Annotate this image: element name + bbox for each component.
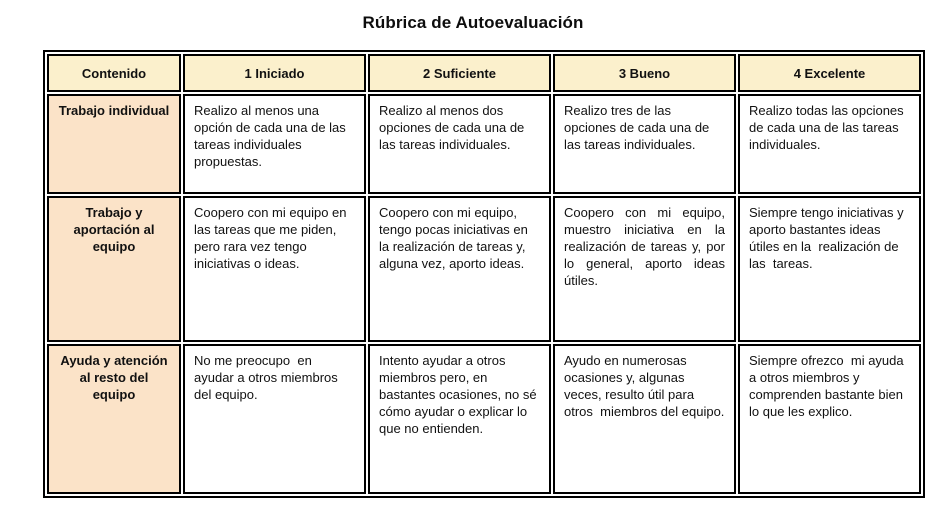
table-row-ayuda-atencion	[47, 344, 921, 494]
cell-trabajo-individual-excelente: Realizo todas las opciones de cada una de las tareas individuales.	[738, 94, 921, 194]
page-title: Rúbrica de Autoevaluación	[362, 13, 584, 32]
cell-trabajo-individual-iniciado: Realizo al menos una opción de cada una de las tareas individuales propuestas.	[183, 94, 366, 194]
cell-ayuda-atencion-iniciado: No me preocupo en ayudar a otros miembros del equipo.	[183, 344, 366, 494]
column-header-iniciado: 1 Iniciado	[183, 54, 366, 92]
column-header-contenido: Contenido	[47, 54, 181, 92]
cell-trabajo-individual-bueno: Realizo tres de las opciones de cada una de las tareas individuales.	[553, 94, 736, 194]
table-header-row	[47, 54, 921, 92]
column-header-excelente: 4 Excelente	[738, 54, 921, 92]
table-row-trabajo-aportacion	[47, 196, 921, 342]
cell-trabajo-aportacion-iniciado: Coopero con mi equipo en las tareas que me piden, pero rara vez tengo iniciativas o ideas.	[183, 196, 366, 342]
column-header-bueno: 3 Bueno	[553, 54, 736, 92]
row-header-trabajo-aportacion: Trabajo y aportación al equipo	[47, 196, 181, 342]
row-header-ayuda-atencion: Ayuda y atención al resto del equipo	[47, 344, 181, 494]
cell-trabajo-aportacion-bueno: Coopero con mi equipo, muestro iniciativa en la realización de tareas y, por lo general, aporto ideas útiles.	[553, 196, 736, 342]
rubric-table	[43, 50, 925, 498]
row-header-trabajo-individual: Trabajo individual	[47, 94, 181, 194]
table-row-trabajo-individual	[47, 94, 921, 194]
cell-trabajo-individual-suficiente: Realizo al menos dos opciones de cada una de las tareas individuales.	[368, 94, 551, 194]
cell-ayuda-atencion-suficiente: Intento ayudar a otros miembros pero, en bastantes ocasiones, no sé cómo ayudar o explicar lo que no entienden.	[368, 344, 551, 494]
cell-ayuda-atencion-bueno: Ayudo en numerosas ocasiones y, algunas veces, resulto útil para otros miembros del equipo.	[553, 344, 736, 494]
cell-ayuda-atencion-excelente: Siempre ofrezco mi ayuda a otros miembros y comprenden bastante bien lo que les explico.	[738, 344, 921, 494]
cell-trabajo-aportacion-excelente: Siempre tengo iniciativas y aporto bastantes ideas útiles en la realización de las tareas.	[738, 196, 921, 342]
column-header-suficiente: 2 Suficiente	[368, 54, 551, 92]
cell-trabajo-aportacion-suficiente: Coopero con mi equipo, tengo pocas iniciativas en la realización de tareas y, alguna vez, aporto ideas.	[368, 196, 551, 342]
